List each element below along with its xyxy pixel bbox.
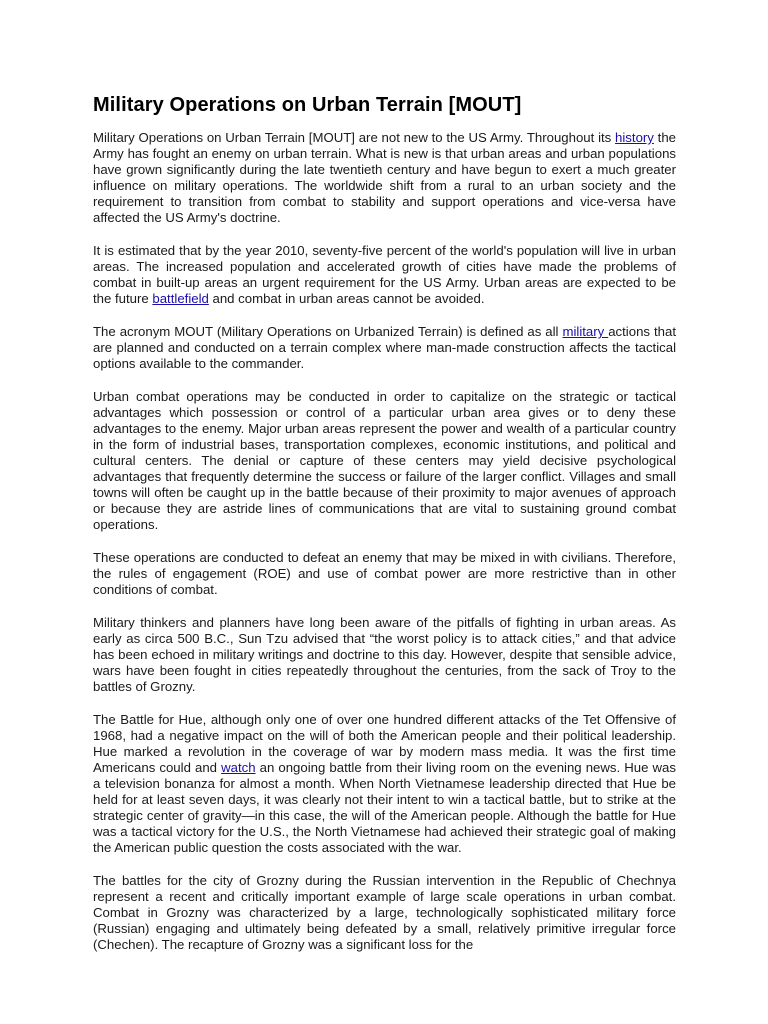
history-link[interactable]: history [615, 130, 654, 145]
paragraph-5: These operations are conducted to defeat an enemy that may be mixed in with civilians. Therefore, the rules of engagement (ROE) and use of combat power are more restrictive than in other conditions of combat. [93, 550, 676, 597]
page-title: Military Operations on Urban Terrain [MOUT] [93, 94, 522, 116]
paragraph-2 [93, 243, 676, 307]
paragraph-3 [93, 324, 676, 372]
paragraph-text: Military Operations on Urban Terrain [MOUT] are not new to the US Army. Throughout its [93, 130, 616, 145]
paragraph-1 [93, 130, 676, 226]
military-link[interactable]: military [562, 324, 609, 339]
paragraph-text: The acronym MOUT (Military Operations on Urbanized Terrain) is defined as all [93, 324, 563, 339]
battlefield-link[interactable]: battlefield [152, 291, 209, 306]
paragraph-4: Urban combat operations may be conducted in order to capitalize on the strategic or tactical advantages which possession or control of a particular urban area gives or to deny these advantages to the enemy. Major urban areas represent the power and wealth of a particular country in the form of industrial bases, transportation complexes, economic institutions, and political and cultural centers. The denial or capture of these centers may yield decisive psychological advantages that frequently determine the success or failure of the larger conflict. Villages and small towns will often be caught up in the battle because of their proximity to major avenues of approach or because they are astride lines of communications that are vital to sustaining ground combat operations. [93, 389, 676, 532]
paragraph-text: It is estimated that by the year 2010, seventy-five percent of the world's population will live in urban areas. The increased population and accelerated growth of cities have made the problems of combat in built-up areas an urgent requirement for the US Army. Urban areas are expected to be the future [93, 243, 676, 306]
paragraph-6: Military thinkers and planners have long been aware of the pitfalls of fighting in urban areas. As early as circa 500 B.C., Sun Tzu advised that “the worst policy is to attack cities,” and that advice has been echoed in military writings and doctrine to this day. However, despite that sensible advice, wars have been fought in cities repeatedly throughout the centuries, from the sack of Troy to the battles of Grozny. [93, 615, 676, 694]
paragraph-8: The battles for the city of Grozny during the Russian intervention in the Republic of Chechnya represent a recent and critically important example of large scale operations in urban combat. Combat in Grozny was characterized by a large, technologically sophisticated military force (Russian) engaging and ultimately being defeated by a small, relatively primitive irregular force (Chechen). The recapture of Grozny was a significant loss for the [93, 873, 676, 952]
paragraph-text: The Battle for Hue, although only one of over one hundred different attacks of the Tet Offensive of 1968, had a negative impact on the will of both the American people and their political leadership. Hue marked a revolution in the coverage of war by modern mass media. It was the first time Americans could and [93, 712, 676, 775]
watch-link[interactable]: watch [221, 760, 256, 775]
paragraph-text: the Army has fought an enemy on urban terrain. What is new is that urban areas and urban populations have grown significantly during the late twentieth century and have begun to exert a much greater influence on military operations. The worldwide shift from a rural to an urban society and the requirement to transition from combat to stability and support operations and vice-versa have affected the US Army's doctrine. [93, 130, 676, 225]
paragraph-7 [93, 712, 676, 856]
paragraph-text: actions that are planned and conducted on a terrain complex where man-made construction affects the tactical options available to the commander. [93, 324, 676, 371]
paragraph-text: and combat in urban areas cannot be avoided. [208, 291, 485, 306]
paragraph-text: an ongoing battle from their living room on the evening news. Hue was a television bonanza for almost a month. When North Vietnamese leadership directed that Hue be held for at least seven days, it was clearly not their intent to win a tactical battle, but to strike at the strategic center of gravity—in this case, the will of the American people. Although the battle for Hue was a tactical victory for the U.S., the North Vietnamese had achieved their strategic goal of making the American public question the costs associated with the war. [93, 760, 676, 855]
